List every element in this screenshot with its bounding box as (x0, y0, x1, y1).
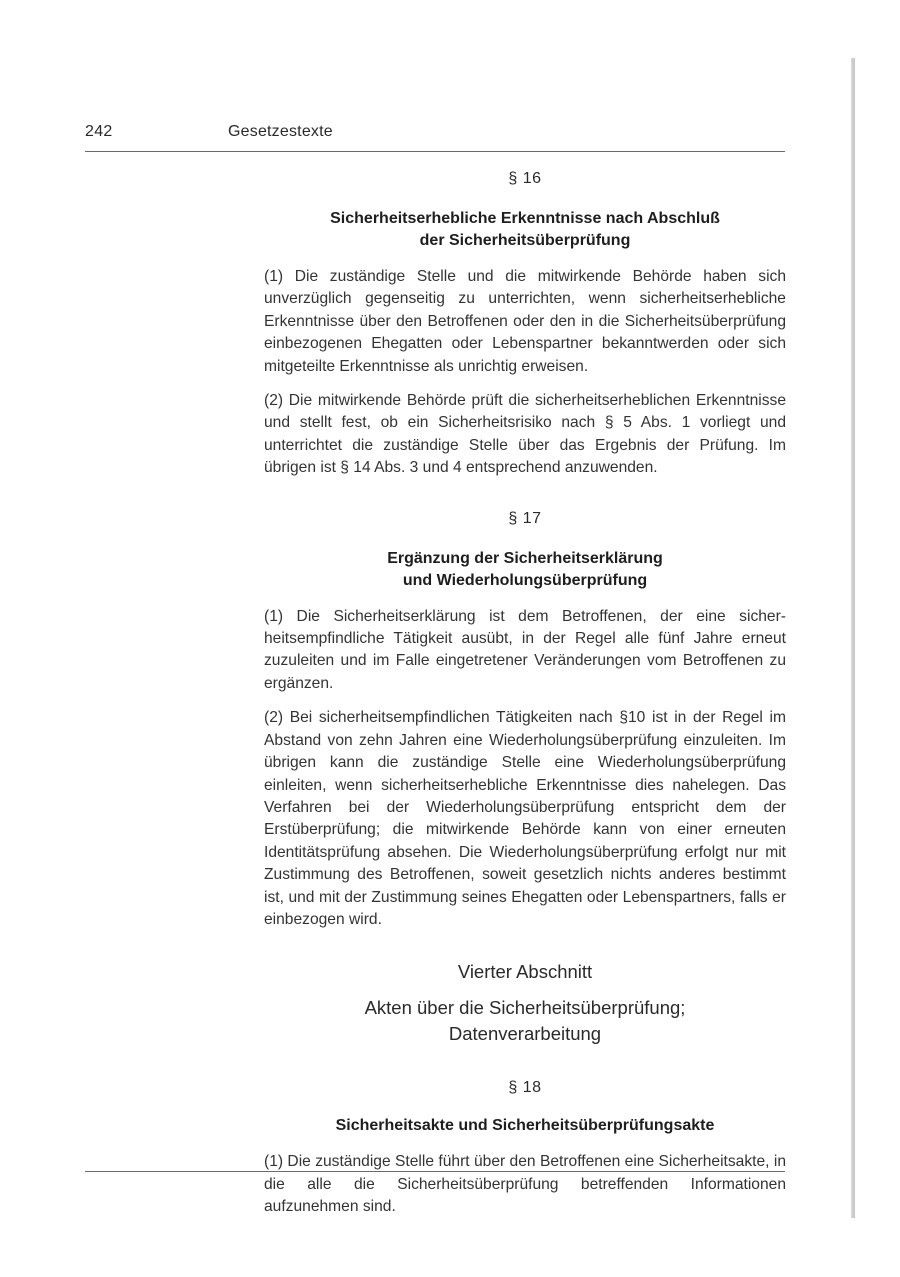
section-18-title: Sicherheitsakte und Sicherheitsüberprüfungsakte (335, 1117, 715, 1135)
chapter-title-line1: Akten über die Sicherheitsüberprüfung; (364, 997, 686, 1019)
section-16-number: § 16 (508, 170, 542, 187)
section-18-paragraph-1: (1) Die zuständige Stelle führt über den Betroffenen eine Sicherheitsakte, in die alle die Sicherheitsüberprüfung betreffenden Informationen aufzunehmen sind. (264, 1153, 786, 1216)
section-17-paragraph-1: (1) Die Sicherheitserklärung ist dem Betroffenen, der eine sicherheitsempfindliche Tätigkeit ausübt, in der Regel alle fünf Jahre erneut zuzuleiten und im Falle eingetretener Veränderungen vom Betroffenen zu ergänzen. (264, 607, 786, 692)
chapter-title-line2: Datenverarbeitung (448, 1023, 602, 1045)
section-16-paragraph-1: (1) Die zuständige Stelle und die mitwirkende Behörde haben sich unverzüglich gegenseitig zu unterrichten, wenn sicherheitserhebliche Erkenntnisse über den Betroffenen oder den in die Sicherheitsüberprüfung einbezogenen Ehegatten oder Lebenspartner bekanntwerden oder sich mitgeteilte Erkenntnisse als unrichtig erweisen. (264, 268, 786, 375)
footer-rule (85, 1171, 785, 1172)
section-18-number: § 18 (508, 1079, 542, 1097)
chapter-label: Vierter Abschnitt (457, 961, 593, 983)
running-title: Gesetzestexte (228, 123, 333, 140)
section-17-title-line1: Ergänzung der Sicherheitserklärung (387, 549, 663, 567)
section-16-paragraph-2: (2) Die mitwirkende Behörde prüft die sicherheitserheblichen Erkenntnisse und stellt fest, ob ein Sicherheitsrisiko nach § 5 Abs. 1 vorliegt und unterrichtet die zuständige Stelle über das Ergebnis der Prüfung. Im übrigen ist § 14 Abs. 3 und 4 entsprechend anzuwenden. (264, 392, 786, 477)
page-header (85, 121, 785, 152)
scan-edge (851, 58, 855, 1218)
section-17-number: § 17 (508, 509, 542, 527)
section-16-title-line1: Sicherheitserhebliche Erkenntnisse nach Abschluß (330, 210, 720, 227)
page-number: 242 (85, 123, 113, 140)
section-16-title-line2: der Sicherheitsüberprüfung (419, 232, 631, 249)
section-17-title-line2: und Wiederholungsüberprüfung (402, 571, 648, 589)
section-17-paragraph-2: (2) Bei sicherheitsempfindlichen Tätigkeiten nach §10 ist in der Regel im Abstand von zehn Jahren eine Wiederholungsüberprüfung einzuleiten. Im übrigen kann die zuständige Stelle eine Wiederholungsüberprüfung einleiten, wenn sicherheitserhebliche Erkenntnisse dies nahelegen. Das Verfahren bei der Wiederholungsüberprüfung entspricht dem der Erstüberprüfung; die mitwirkende Behörde kann von einer erneuten Identitätsprüfung absehen. Die Wiederholungsüberprüfung erfolgt nur mit Zustimmung des Betroffenen, soweit gesetzlich nichts anderes bestimmt ist, und mit der Zustimmung seines Ehegatten oder Lebenspartners, falls er einbezogen wird. (264, 709, 786, 928)
page-content (264, 168, 786, 1219)
